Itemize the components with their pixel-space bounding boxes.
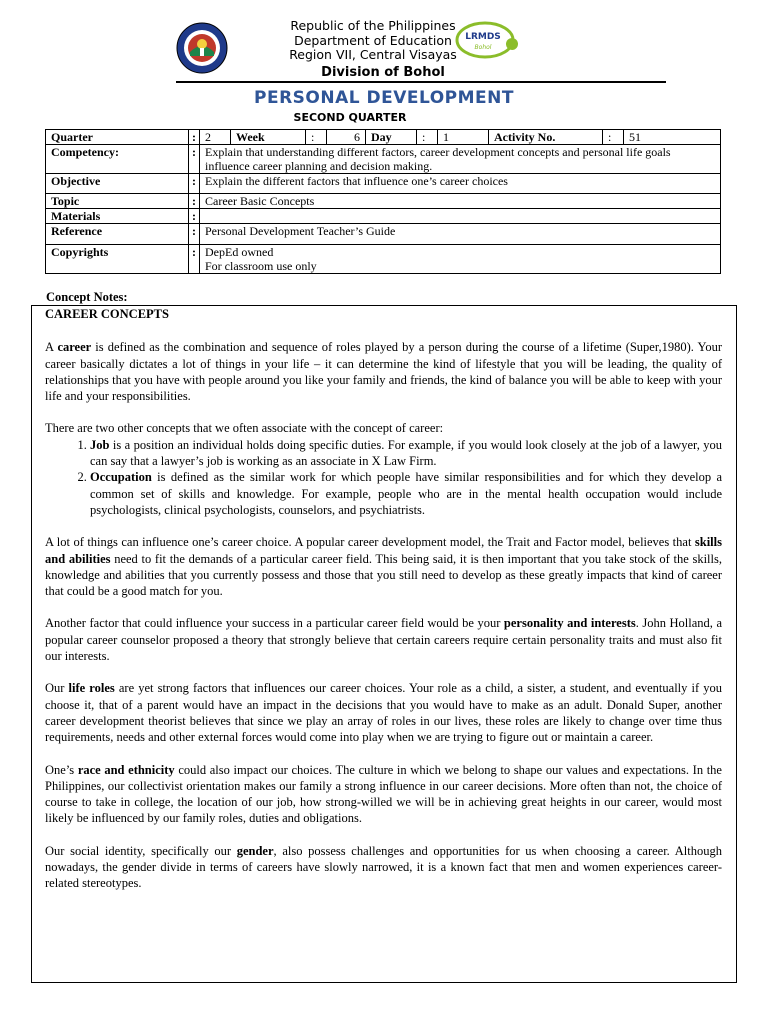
objective-label: Objective xyxy=(46,174,189,194)
colon: : xyxy=(189,130,200,145)
competency-label: Competency: xyxy=(46,145,189,174)
colon: : xyxy=(189,174,200,194)
competency-value: Explain that understanding different factors, career development concepts and personal life goals influence career planning and decision making. xyxy=(200,145,721,174)
header-department: Department of Education xyxy=(294,32,452,48)
lrmds-logo-subtext: Bohol xyxy=(474,44,492,51)
copyrights-value-usage: For classroom use only xyxy=(205,259,317,273)
paragraph-gender: Our social identity, specifically our gender, also possess challenges and opportunities for us when choosing a career. Although nowadays, the gender divide in terms of careers have slowly narrowed, it is a known fact that men and women experiences career-related stereotypes. xyxy=(45,843,723,891)
table-row xyxy=(46,224,721,245)
quarter-label: Quarter xyxy=(46,130,189,145)
colon: : xyxy=(189,194,200,209)
table-row xyxy=(46,145,721,174)
deped-seal-logo xyxy=(176,22,228,74)
lrmds-logo xyxy=(452,20,522,60)
header-agency-lines xyxy=(288,19,458,63)
header-divider xyxy=(176,81,666,83)
document-header xyxy=(0,0,768,90)
concept-list xyxy=(45,437,722,518)
table-row xyxy=(46,174,721,194)
concept-notes-label: Concept Notes: xyxy=(46,290,128,304)
topic-label: Topic xyxy=(46,194,189,209)
paragraph-life-roles: Our life roles are yet strong factors that influences our career choices. Your role as a child, a sister, a student, and eventually if you choose it, that of a parent would have an impact in the decisions that you would have to make as an adult. Donald Super, another career development theorist believes that since we play an array of roles in our lives, these roles are likely to change over time thus requirements, needs and other external forces would come into play when we are trying to figure out or maintain a career. xyxy=(45,681,722,745)
paragraph-career: A career is defined as the combination and sequence of roles played by a person during the course of a lifetime (Super,1980). Your career basically dictates a lot of things in your life – it can determine the kind of lifestyle that you will be leading, the quality of relationships that you have with people around you like your family and friends, the kind of balance you will be able to keep with your life and your responsibilities. xyxy=(45,340,722,404)
colon: : xyxy=(189,224,200,245)
materials-label: Materials xyxy=(46,209,189,224)
concept-notes-content xyxy=(45,306,722,908)
table-row xyxy=(46,245,721,274)
colon: : xyxy=(603,130,624,144)
activity-label: Activity No. xyxy=(489,130,603,144)
topic-value: Career Basic Concepts xyxy=(200,194,721,209)
colon: : xyxy=(189,145,200,174)
header-division: Division of Bohol xyxy=(321,65,445,80)
materials-value xyxy=(200,209,721,224)
reference-value: Personal Development Teacher’s Guide xyxy=(200,224,721,245)
table-row xyxy=(46,194,721,209)
objective-value: Explain the different factors that influence one’s career choices xyxy=(200,174,721,194)
colon: : xyxy=(417,130,438,144)
table-row xyxy=(46,130,721,145)
colon: : xyxy=(306,130,327,144)
copyrights-label: Copyrights xyxy=(46,245,189,274)
header-republic: Republic of the Philippines xyxy=(290,19,456,33)
week-value: 6 xyxy=(327,130,366,144)
day-label: Day xyxy=(366,130,417,144)
page-title: PERSONAL DEVELOPMENT xyxy=(254,88,514,108)
list-item: 1. Job is a position an individual holds doing specific duties. For example, if you would look closely at the job of a lawyer, you can say that a lawyer’s job is working as an associate in X Law Firm. xyxy=(90,437,722,470)
quarter-value: 2 xyxy=(200,130,231,144)
activity-value: 51 xyxy=(629,130,641,144)
week-label: Week xyxy=(231,130,306,144)
paragraph-other-concepts: There are two other concepts that we often associate with the concept of career: xyxy=(45,421,444,436)
table-row xyxy=(46,209,721,224)
day-value: 1 xyxy=(438,130,489,144)
reference-label: Reference xyxy=(46,224,189,245)
paragraph-personality: Another factor that could influence your success in a particular career field would be your personality and interests. John Holland, a popular career counselor proposed a theory that strongly believe that certain careers require certain personality traits and must also fit our interests. xyxy=(45,616,723,664)
lesson-info-table xyxy=(45,129,721,274)
header-region: Region VII, Central Visayas xyxy=(289,47,457,62)
section-heading: CAREER CONCEPTS xyxy=(45,307,169,321)
colon: : xyxy=(189,209,200,224)
page-subtitle: SECOND QUARTER xyxy=(293,111,407,124)
copyrights-value-owner: DepEd owned xyxy=(205,245,274,259)
colon: : xyxy=(189,245,200,274)
lrmds-logo-text: LRMDS xyxy=(465,32,501,42)
list-item: 2. Occupation is defined as the similar work for which people have similar responsibilities and for which they develop a common set of skills and knowledge. For example, people who are in the mental health occupation would include psychologists, clinical psychologists, counselors, and psychiatrists. xyxy=(90,469,722,518)
paragraph-race: One’s race and ethnicity could also impact our choices. The culture in which we belong to shape our values and expectations. In the Philippines, our collectivist orientation makes our family a strong influence in our career decisions. More often than not, the choice of course to take in college, the location of our job, how strong-willed we will be in achieving great heights in our career, would most likely be influenced by our family roles, duties and obligations. xyxy=(45,762,722,826)
paragraph-skills: A lot of things can influence one’s career choice. A popular career development model, the Trait and Factor model, believes that skills and abilities need to fit the demands of a particular career field. This being said, it is then important that you take stock of the skills, knowledge and abilities that you currently possess and those that you still need to develop as these greatly impacts that kind of career that could be a good match for you. xyxy=(45,535,722,599)
